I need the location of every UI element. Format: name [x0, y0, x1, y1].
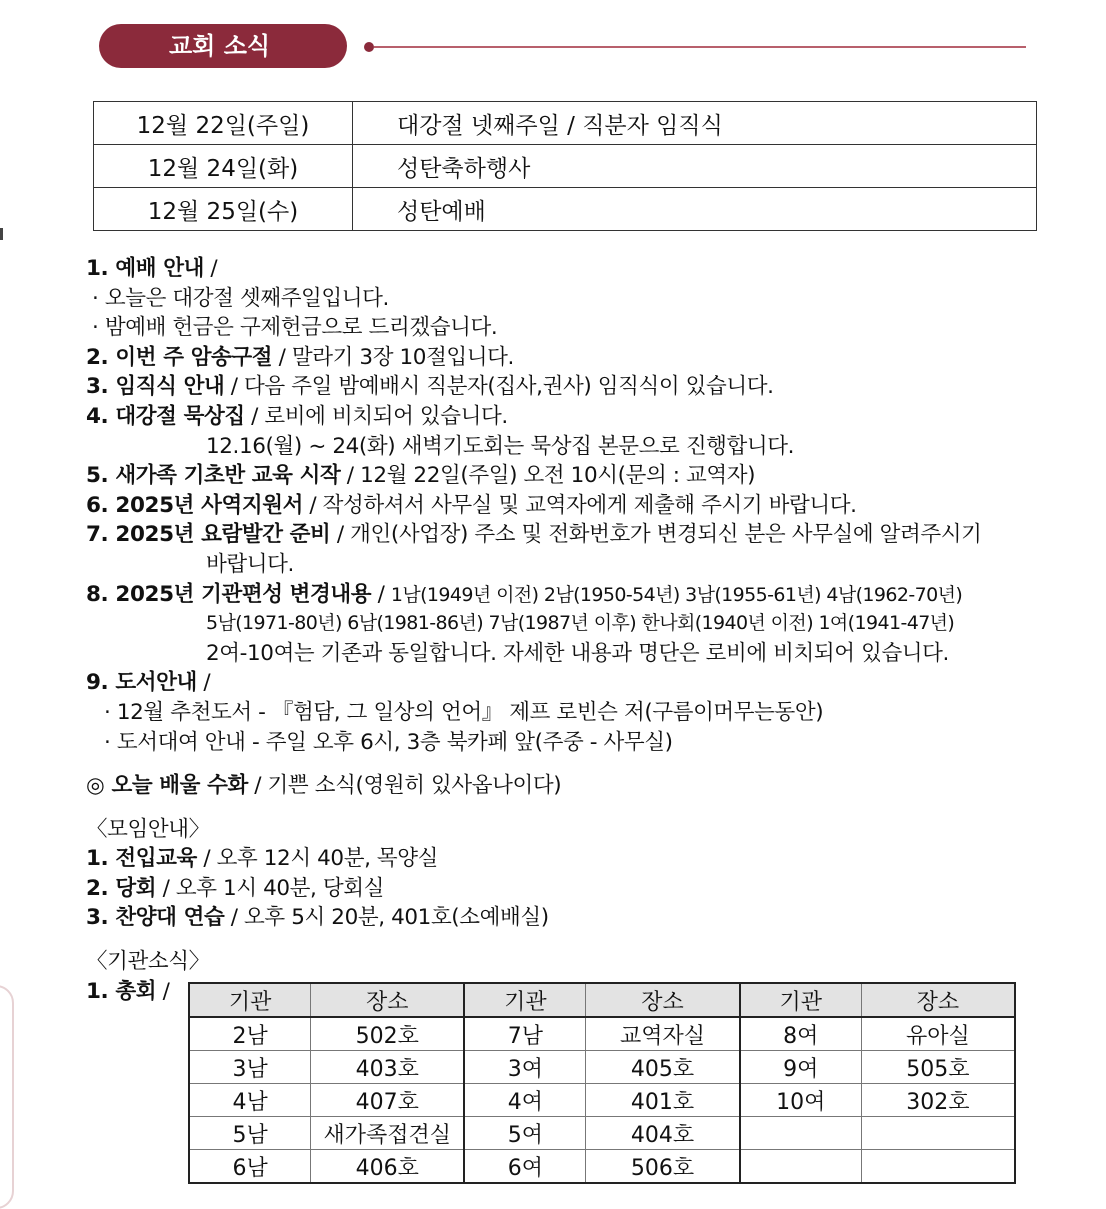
notice-text: / 기쁜 소식(영원히 있사옵나이다) [247, 773, 562, 799]
notice-title: 5. 새가족 기초반 교육 시작 [86, 463, 341, 489]
org-cell: 9여 [740, 1051, 862, 1084]
notice-continuation: 12.16(월) ~ 24(화) 새벽기도회는 묵상집 본문으로 진행합니다. [206, 433, 795, 459]
org-heading: 〈기관소식〉 [86, 949, 210, 975]
notice-item [86, 402, 1046, 432]
notice-item [86, 461, 1046, 491]
notice-title: 8. 2025년 기관편성 변경내용 [86, 581, 372, 607]
notice-item [86, 520, 1046, 550]
notice-title: 9. 도서안내 [86, 670, 197, 696]
table-row [189, 1017, 1015, 1051]
room-cell: 새가족접견실 [311, 1117, 465, 1150]
notice-continuation: 2여-10여는 기존과 동일합니다. 자세한 내용과 명단은 로비에 비치되어 있습니다. [206, 640, 949, 666]
notice-item [86, 491, 1046, 521]
room-cell: 403호 [311, 1051, 465, 1084]
notice-continuation: 바랍니다. [206, 551, 294, 577]
org-cell: 10여 [740, 1084, 862, 1117]
room-cell: 407호 [311, 1084, 465, 1117]
table-row [189, 1117, 1015, 1150]
schedule-date: 12월 24일(화) [94, 145, 353, 188]
meeting-title: 3. 찬양대 연습 [86, 905, 225, 931]
meetings-heading: 〈모임안내〉 [86, 816, 210, 842]
notice-item [86, 580, 1046, 610]
section-title: 교회 소식 [99, 24, 347, 68]
org-cell: 8여 [740, 1017, 862, 1051]
meeting-text: / 오후 12시 40분, 목양실 [196, 846, 439, 872]
header-dot [364, 42, 374, 52]
org-label-title: 1. 총회 [86, 978, 157, 1004]
notice-text: / 12월 22일(주일) 오전 10시(문의 : 교역자) [340, 463, 756, 489]
notice-text: / 로비에 비치되어 있습니다. [244, 403, 508, 429]
meeting-item [86, 903, 1046, 933]
room-cell: 유아실 [861, 1017, 1015, 1051]
room-cell: 406호 [311, 1150, 465, 1184]
schedule-date: 12월 22일(주일) [94, 102, 353, 145]
notice-separator: / [196, 670, 211, 696]
org-cell: 2남 [189, 1017, 311, 1051]
schedule-table [93, 101, 1037, 231]
org-label-separator: / [156, 978, 170, 1004]
org-cell: 3여 [464, 1051, 586, 1084]
schedule-row [94, 145, 1037, 188]
org-header-cell: 기관 [464, 983, 586, 1017]
notice-title: 6. 2025년 사역지원서 [86, 492, 303, 518]
notice-item [86, 372, 1046, 402]
org-cell: 4남 [189, 1084, 311, 1117]
notice-bullet: · 12월 추천도서 - 『험담, 그 일상의 언어』 제프 로빈슨 저(구름이머무는동안) [104, 699, 824, 725]
room-cell: 506호 [586, 1150, 740, 1184]
room-cell: 405호 [586, 1051, 740, 1084]
meeting-title: 1. 전입교육 [86, 846, 197, 872]
org-header-cell: 기관 [740, 983, 862, 1017]
page-edge-decoration [0, 985, 14, 1209]
schedule-event: 성탄예배 [353, 188, 1037, 231]
org-header-cell: 장소 [586, 983, 740, 1017]
notice-continuation: 5남(1971-80년) 6남(1981-86년) 7남(1987년 이후) 한나회(1940년 이전) 1여(1941-47년) [206, 612, 955, 635]
notice-text: / 다음 주일 밤예배시 직분자(집사,권사) 임직식이 있습니다. [224, 374, 774, 400]
notice-text: / 작성하셔서 사무실 및 교역자에게 제출해 주시기 바랍니다. [302, 492, 857, 518]
org-cell: 5여 [464, 1117, 586, 1150]
org-cell: 3남 [189, 1051, 311, 1084]
meeting-text: / 오후 5시 20분, 401호(소예배실) [224, 905, 549, 931]
org-header-cell: 기관 [189, 983, 311, 1017]
org-cell: 5남 [189, 1117, 311, 1150]
table-row [189, 1150, 1015, 1184]
room-cell: 교역자실 [586, 1017, 740, 1051]
schedule-event: 대강절 넷째주일 / 직분자 임직식 [353, 102, 1037, 145]
notice-title: ◎ 오늘 배울 수화 [86, 773, 248, 799]
room-cell [861, 1150, 1015, 1184]
notice-separator: / [203, 256, 218, 281]
org-header-cell: 장소 [311, 983, 465, 1017]
room-cell: 302호 [861, 1084, 1015, 1117]
notice-title: 2. 이번 주 암송구절 [86, 344, 273, 370]
table-row [189, 1084, 1015, 1117]
table-row [189, 1051, 1015, 1084]
org-room-table [188, 982, 1016, 1184]
notice-title: 1. 예배 안내 [86, 256, 204, 281]
schedule-event: 성탄축하행사 [353, 145, 1037, 188]
notice-text: / 말라기 3장 10절입니다. [272, 344, 514, 370]
room-cell [861, 1117, 1015, 1150]
notice-item [86, 668, 1046, 698]
org-header-cell: 장소 [861, 983, 1015, 1017]
schedule-date: 12월 25일(수) [94, 188, 353, 231]
notice-title: 3. 임직식 안내 [86, 374, 225, 400]
meeting-item [86, 874, 1046, 904]
notice-item [86, 254, 1046, 284]
org-cell: 4여 [464, 1084, 586, 1117]
notice-bullet: · 오늘은 대강절 셋째주일입니다. [92, 285, 389, 311]
meeting-text: / 오후 1시 40분, 당회실 [156, 875, 385, 901]
room-cell: 401호 [586, 1084, 740, 1117]
schedule-row [94, 188, 1037, 231]
org-cell [740, 1150, 862, 1184]
notice-text: / 개인(사업장) 주소 및 전화번호가 변경되신 분은 사무실에 알려주시기 [330, 522, 982, 548]
org-cell [740, 1117, 862, 1150]
meeting-item [86, 844, 1046, 874]
page-edge-mark [0, 228, 3, 240]
notice-title: 4. 대강절 묵상집 [86, 403, 245, 429]
org-cell: 6여 [464, 1150, 586, 1184]
notice-separator: / [371, 581, 391, 607]
notice-item [86, 343, 1046, 373]
meeting-title: 2. 당회 [86, 875, 157, 901]
header-divider [374, 46, 1026, 48]
sign-language-notice [86, 771, 1046, 801]
notice-title: 7. 2025년 요람발간 준비 [86, 522, 331, 548]
notice-bullet: · 밤예배 헌금은 구제헌금으로 드리겠습니다. [92, 315, 498, 341]
org-table-header [189, 983, 1015, 1017]
notice-list [86, 254, 1046, 1006]
org-cell: 7남 [464, 1017, 586, 1051]
room-cell: 404호 [586, 1117, 740, 1150]
org-cell: 6남 [189, 1150, 311, 1184]
schedule-row [94, 102, 1037, 145]
room-cell: 505호 [861, 1051, 1015, 1084]
notice-text: 1남(1949년 이전) 2남(1950-54년) 3남(1955-61년) 4남(1962-70년) [390, 583, 963, 606]
notice-bullet: · 도서대여 안내 - 주일 오후 6시, 3층 북카페 앞(주중 - 사무실) [104, 729, 673, 755]
room-cell: 502호 [311, 1017, 465, 1051]
